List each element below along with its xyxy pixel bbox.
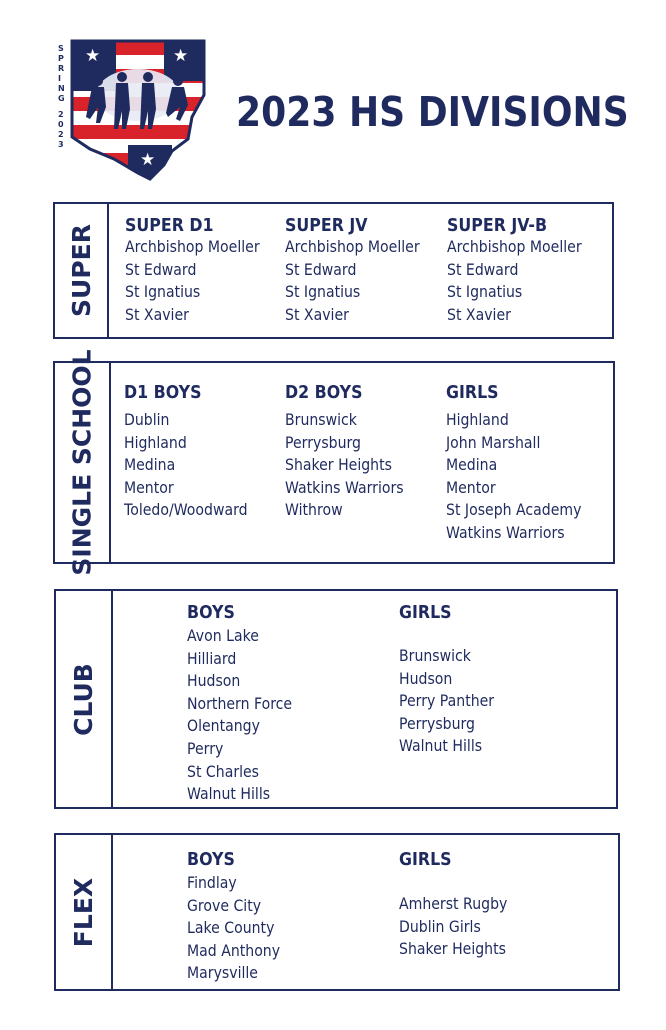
list-item: Brunswick: [285, 410, 357, 429]
division-column: [187, 849, 293, 985]
list-item: Northern Force: [187, 693, 293, 713]
list-item: Hudson: [399, 668, 453, 688]
list-item: St Charles: [187, 761, 260, 781]
list-item: St Ignatius: [285, 282, 361, 302]
list-item: Mentor: [446, 477, 496, 497]
list-item: Shaker Heights: [399, 939, 506, 959]
star-icon: ★: [140, 150, 156, 170]
star-icon: ★: [85, 46, 101, 66]
division-heading: D1 BOYS: [124, 382, 202, 403]
division-column: [399, 849, 522, 961]
list-item: Mad Anthony: [187, 940, 281, 960]
list-item: Walnut Hills: [187, 784, 271, 804]
list-item: Perrysburg: [399, 713, 475, 733]
section-super: [53, 202, 614, 339]
list-item: Dublin: [124, 410, 170, 429]
section-label: SUPER: [66, 224, 96, 317]
section-label: CLUB: [69, 662, 98, 736]
section-label-box: [56, 591, 113, 807]
division-column: [447, 215, 600, 326]
division-heading: BOYS: [187, 602, 235, 623]
division-heading: GIRLS: [446, 382, 499, 403]
list-item: Hudson: [187, 671, 241, 691]
division-heading: D2 BOYS: [285, 382, 363, 403]
list-item: St Edward: [285, 259, 357, 279]
section-club: [54, 589, 618, 809]
list-item: St Ignatius: [125, 282, 201, 302]
list-item: Watkins Warriors: [446, 522, 565, 542]
list-item: Grove City: [187, 895, 262, 915]
division-column: [285, 215, 438, 326]
section-label: SINGLE SCHOOL: [67, 349, 97, 576]
list-item: John Marshall: [446, 432, 541, 452]
list-item: Archbishop Moeller: [285, 237, 420, 256]
section-label: FLEX: [69, 877, 98, 947]
list-item: Perry Panther: [399, 691, 495, 711]
division-heading: SUPER JV-B: [447, 215, 548, 236]
list-item: Lake County: [187, 918, 275, 938]
list-item: St Joseph Academy: [446, 500, 582, 520]
list-item: Walnut Hills: [399, 736, 483, 756]
division-heading: BOYS: [187, 849, 235, 870]
division-column: [285, 382, 420, 522]
spring-2023-ohio-logo: [54, 33, 214, 185]
list-item: St Xavier: [125, 304, 189, 324]
list-item: Medina: [124, 455, 176, 475]
list-item: St Edward: [447, 259, 519, 279]
list-item: Withrow: [285, 500, 343, 520]
list-item: Archbishop Moeller: [125, 237, 260, 256]
list-item: St Xavier: [447, 304, 511, 324]
division-heading: SUPER D1: [125, 215, 214, 236]
list-item: Brunswick: [399, 646, 471, 665]
section-label-box: [55, 349, 111, 576]
list-item: St Xavier: [285, 304, 349, 324]
division-column: [125, 215, 278, 326]
list-item: Shaker Heights: [285, 455, 392, 475]
star-icon: ★: [173, 46, 189, 66]
section-flex: [54, 833, 620, 991]
list-item: St Edward: [125, 259, 197, 279]
division-column: [446, 382, 600, 545]
list-item: Perry: [187, 738, 224, 758]
division-column: [399, 602, 507, 758]
list-item: Highland: [124, 432, 187, 452]
list-item: St Ignatius: [447, 282, 523, 302]
list-item: Hilliard: [187, 648, 237, 668]
list-item: Amherst Rugby: [399, 894, 508, 913]
section-label-box: [55, 204, 109, 337]
division-column: [187, 602, 306, 806]
list-item: Olentangy: [187, 716, 260, 736]
list-item: Perrysburg: [285, 432, 361, 452]
list-item: Avon Lake: [187, 626, 259, 645]
list-item: Marysville: [187, 963, 258, 983]
list-item: Watkins Warriors: [285, 477, 404, 497]
list-item: Archbishop Moeller: [447, 237, 582, 256]
list-item: Toledo/Woodward: [124, 500, 248, 520]
division-heading: SUPER JV: [285, 215, 368, 236]
list-item: Medina: [446, 455, 498, 475]
list-item: Dublin Girls: [399, 916, 481, 936]
division-heading: GIRLS: [399, 602, 452, 623]
list-item: Findlay: [187, 873, 237, 892]
section-label-box: [56, 835, 113, 989]
page-title: 2023 HS DIVISIONS: [236, 88, 629, 136]
logo-season-text: S P R I N G 2 0 2 3: [58, 44, 65, 149]
division-heading: GIRLS: [399, 849, 452, 870]
division-column: [124, 382, 264, 522]
list-item: Highland: [446, 410, 509, 429]
list-item: Mentor: [124, 477, 174, 497]
section-single-school: [53, 349, 615, 576]
